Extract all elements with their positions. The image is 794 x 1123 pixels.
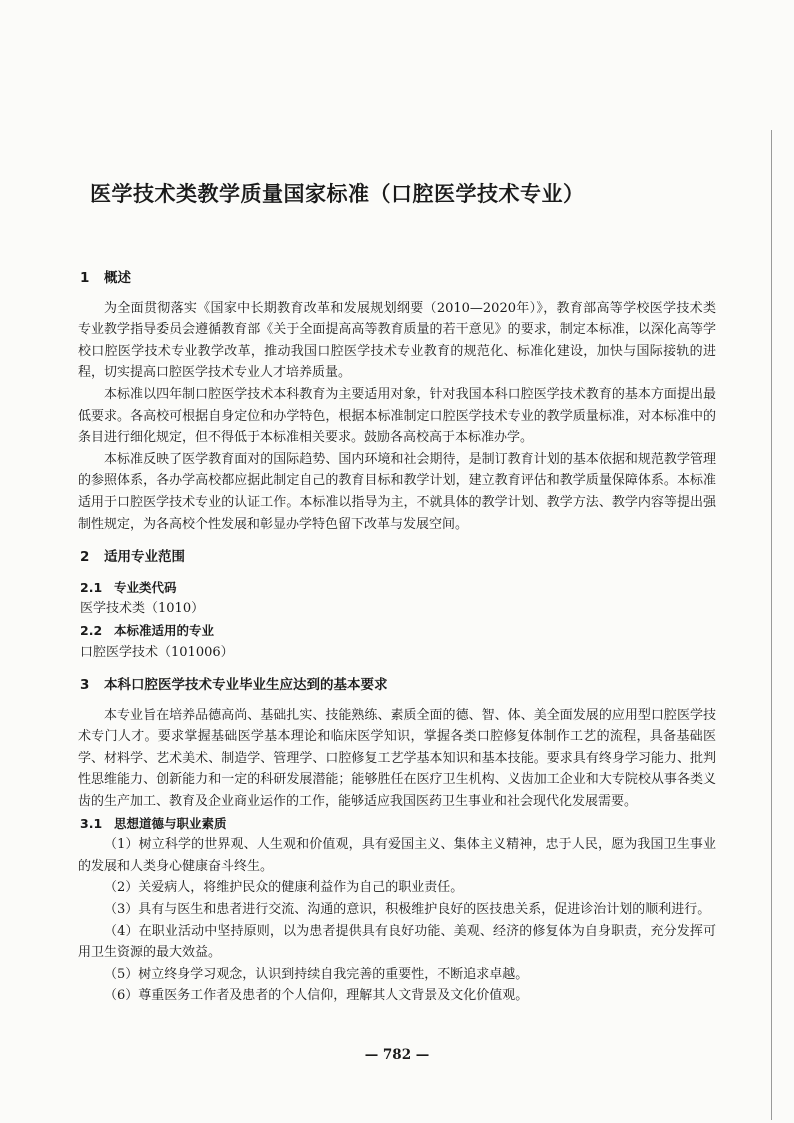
paragraph: 本标准反映了医学教育面对的国际趋势、国内环境和社会期待，是制订教育计划的基本依据和规范教学管理的参照体系，各办学高校都应据此制定自己的教育目标和教学计划，建立教育评估和教学质量保障体系。本标准适用于口腔医学技术专业的认证工作。本标准以指导为主，不就具体的教学计划、教学方法、教学内容等提出强制性规定，为各高校个性发展和彰显办学特色留下改革与发展空间。 xyxy=(78,451,716,532)
section-1-heading xyxy=(78,268,716,290)
subsection-number: 3.1 xyxy=(80,815,103,831)
subsection-number: 2.1 xyxy=(80,579,103,595)
scan-edge-line xyxy=(771,130,772,1120)
subsection-title: 思想道德与职业素质 xyxy=(114,815,227,831)
paragraph: 为全面贯彻落实《国家中长期教育改革和发展规划纲要（2010—2020年）》，教育部高等学校医学技术类专业教学指导委员会遵循教育部《关于全面提高高等教育质量的若干意见》的要求，制定本标准，以深化高等学校口腔医学技术专业教学改革，推动我国口腔医学技术专业教育的规范化、标准化建设，加快与国际接轨的进程，切实提高口腔医学技术专业人才培养质量。 xyxy=(78,300,716,381)
paragraph: 本标准以四年制口腔医学技术本科教育为主要适用对象，针对我国本科口腔医学技术教育的基本方面提出最低要求。各高校可根据自身定位和办学特色，根据本标准制定口腔医学技术专业的教学质量标准，对本标准中的条目进行细化规定，但不得低于本标准相关要求。鼓励各高校高于本标准办学。 xyxy=(78,386,716,446)
subsection-text: 口腔医学技术（101006） xyxy=(80,644,234,660)
list-item: （6）尊重医务工作者及患者的个人信仰，理解其人文背景及文化价值观。 xyxy=(104,988,529,1004)
section-title: 本科口腔医学技术专业毕业生应达到的基本要求 xyxy=(104,677,388,694)
subsection-3-1-heading xyxy=(78,813,716,835)
subsection-title: 专业类代码 xyxy=(114,579,177,595)
subsection-2-2-heading xyxy=(78,620,716,642)
subsection-number: 2.2 xyxy=(80,622,103,638)
list-item: （2）关爱病人，将维护民众的健康利益作为自己的职业责任。 xyxy=(104,880,464,896)
list-item: （5）树立终身学习观念，认识到持续自我完善的重要性，不断追求卓越。 xyxy=(104,966,529,982)
section-number: 1 xyxy=(80,270,90,286)
subsection-2-1-heading xyxy=(78,577,716,599)
section-2-heading xyxy=(78,547,716,569)
document-body xyxy=(78,268,716,1007)
list-item: （4）在职业活动中坚持原则，以为患者提供具有良好功能、美观、经济的修复体为自身职责，充分发挥可用卫生资源的最大效益。 xyxy=(78,923,716,961)
list-item: （3）具有与医生和患者进行交流、沟通的意识，积极维护良好的医技患关系，促进诊治计划的顺利进行。 xyxy=(104,902,711,918)
page-number: — 782 — xyxy=(364,1047,430,1063)
document-title: 医学技术类教学质量国家标准（口腔医学技术专业） xyxy=(90,182,585,206)
list-item: （1）树立科学的世界观、人生观和价值观，具有爱国主义、集体主义精神，忠于人民，愿为我国卫生事业的发展和人类身心健康奋斗终生。 xyxy=(78,837,716,874)
section-number: 3 xyxy=(80,677,90,694)
subsection-title: 本标准适用的专业 xyxy=(114,622,215,638)
section-3-heading xyxy=(78,675,716,697)
section-title: 概述 xyxy=(104,270,131,286)
subsection-text: 医学技术类（1010） xyxy=(80,601,205,617)
section-title: 适用专业范围 xyxy=(104,549,185,566)
section-number: 2 xyxy=(80,549,90,566)
paragraph: 本专业旨在培养品德高尚、基础扎实、技能熟练、素质全面的德、智、体、美全面发展的应用型口腔医学技术专门人才。要求掌握基础医学基本理论和临床医学知识，掌握各类口腔修复体制作工艺的流程，具备基础医学、材料学、艺术美术、制造学、管理学、口腔修复工艺学基本知识和基本技能。要求具有终身学习能力、批判性思维能力、创新能力和一定的科研发展潜能；能够胜任在医疗卫生机构、义齿加工企业和大专院校从事各类义齿的生产加工、教育及企业商业运作的工作，能够适应我国医药卫生事业和社会现代化发展需要。 xyxy=(78,707,716,810)
